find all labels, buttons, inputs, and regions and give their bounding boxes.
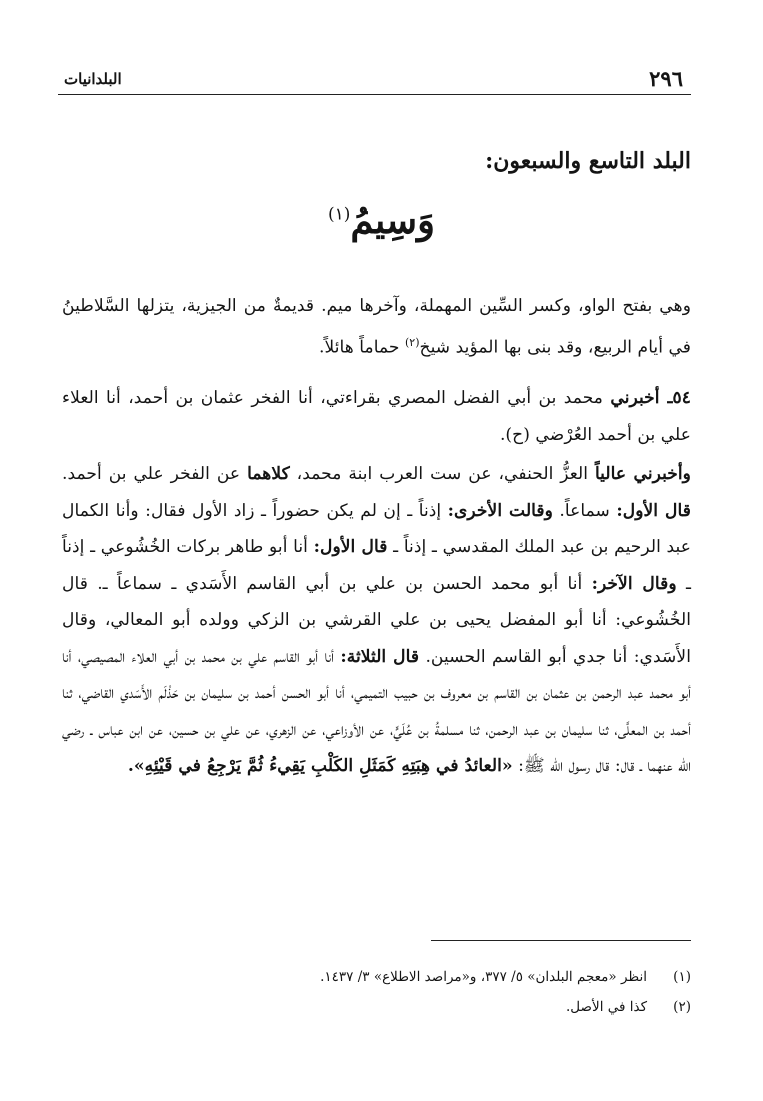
bold-segment: وقال الآخر: [591, 573, 677, 594]
lead-bold: وأخبرني عالياً [594, 464, 691, 484]
description-text: وهي بفتح الواو، وكسر السِّين المهملة، وآخرها ميم. قديمةٌ من الجيزية، يتزلها السَّلاطينُ في أيام الربيع، وقد بنى بها المؤيد شيخ [62, 296, 691, 358]
page-number: ٢٩٦ [649, 66, 683, 91]
chain-segment: أنا أبو محمد الحسن بن علي بن أبي القاسم الأَسَدي ـ سماعاً ـ. قال الخُشُوعي: أنا أبو المفضل يحيى بن علي القرشي بن الزكي وولده أبو المعالي، وقال الأَسَدي: أنا جدي أبو القاسم الحسين. [62, 573, 691, 667]
chain-segment: إذناً ـ إن لم يكن حضوراً ـ زاد الأول فقال: وأنا الكمال عبد الرحيم بن عبد الملك المقدسي ـ إذناً ـ [62, 500, 692, 557]
hadith-text: «العائدُ في هِبَتِهِ كَمَثَلِ الكَلْبِ يَقِيءُ ثُمَّ يَرْجِعُ في قَيْئِهِ». [127, 756, 513, 776]
footnote-2 [62, 992, 691, 1022]
footnote-divider [431, 940, 691, 941]
bold-segment: قال الأول: [616, 500, 691, 521]
section-title: البلد التاسع والسبعون: [485, 148, 691, 174]
footnote-1 [62, 962, 691, 992]
place-heading [0, 198, 763, 242]
footnote-text: انظر «معجم البلدان» ٥/ ٣٧٧، و«مراصد الاطلاع» ٣/ ١٤٣٧. [320, 969, 647, 985]
chain-segment: سماعاً. [552, 500, 617, 521]
bold-segment: قال الثلاثة: [340, 646, 420, 667]
footnote-ref-1[interactable]: (١) [327, 204, 351, 225]
footnote-ref-2[interactable]: (٢) [405, 335, 420, 349]
chain-segment: أنا أبو القاسم علي بن محمد بن أبي العلاء المصيصي، أنا أبو محمد عبد الرحمن بن عثمان بن القاسم بن معروف بن حبيب التميمي، أنا أبو الحسن أحمد بن سليمان بن حَذْلَم الأَسَدي القاضي، ثنا أحمد بن المعلَّى، ثنا سليمان بن عبد الرحمن، ثنا مسلمةُ بن عُلَيٍّ، عن الأوزاعي، عن الزهري، عن علي بن حسين، عن ابن عباس ـ رضي الله عنهما ـ قال: قال رسول الله ﷺ: [62, 646, 691, 776]
chain-segment: العزُّ الحنفي، عن ست العرب ابنة محمد، [289, 464, 595, 484]
chain-segment: عن الفخر علي بن أحمد. [62, 464, 248, 484]
chain-segment: أنا أبو طاهر بركات الخُشُوعي ـ إذناً ـ [62, 537, 691, 594]
hadith-number-lead: ٥٤ـ أخبرني [610, 388, 691, 408]
running-header [58, 64, 691, 95]
chain-text: محمد بن أبي الفضل المصري بقراءتي، أنا الفخر عثمان بن أحمد، أنا العلاء علي بن أحمد العُرْضي (ح). [62, 388, 691, 445]
paragraph-chain-continued [62, 456, 691, 785]
paragraph-hadith-54-chain [62, 380, 691, 453]
footnote-number: (١) [673, 969, 691, 985]
bold-segment: وقالت الأخرى: [447, 500, 553, 521]
description-text-end: حماماً هائلاً. [319, 337, 405, 358]
paragraph-description [62, 288, 691, 366]
bold-segment: قال الأول: [313, 537, 388, 557]
footnotes [62, 962, 691, 1022]
bold-segment: كلاهما [247, 464, 290, 484]
running-title: البلدانيات [64, 70, 122, 88]
footnote-number: (٢) [673, 999, 691, 1015]
place-name: وَسِيمُ [350, 198, 436, 242]
footnote-text: كذا في الأصل. [566, 999, 647, 1015]
